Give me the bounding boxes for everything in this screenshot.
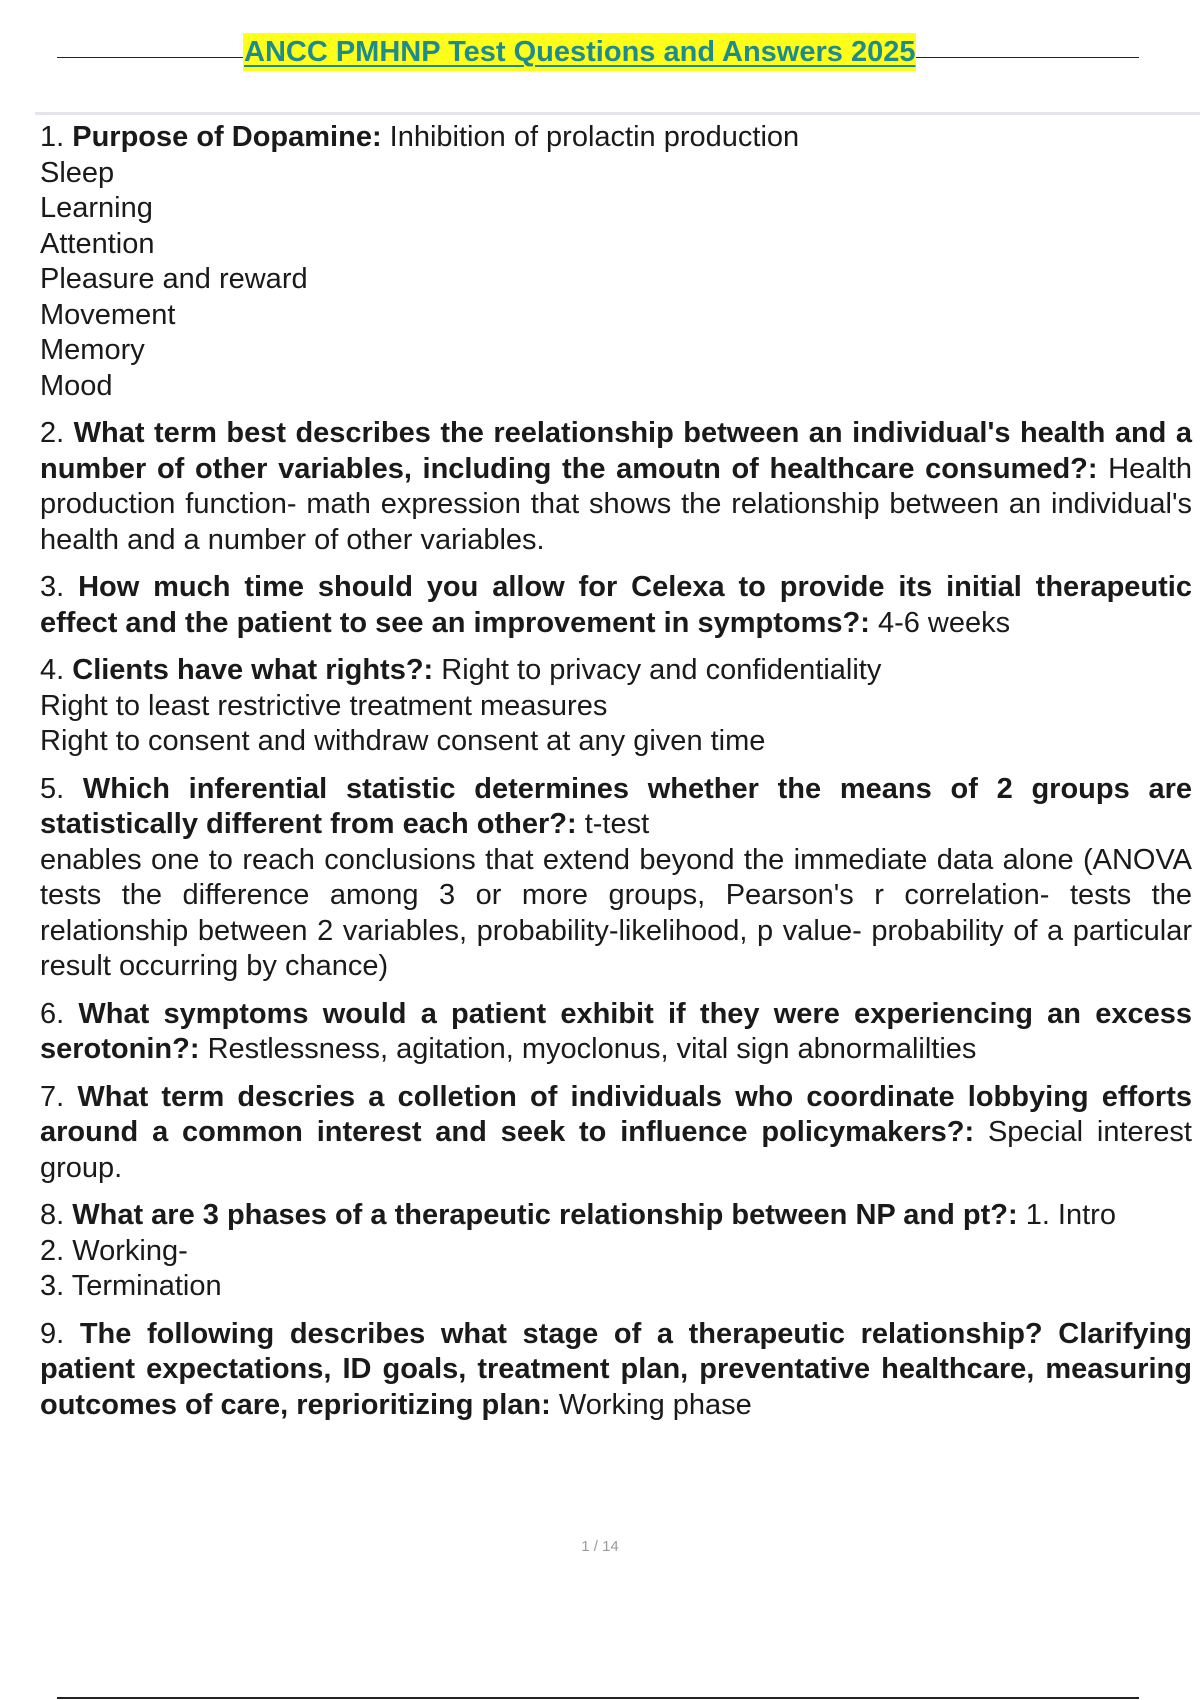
qa-answer-line: Attention [40, 227, 155, 260]
qa-answer: Special interest group. [40, 1116, 1192, 1184]
qa-number: 6. [40, 997, 79, 1030]
qa-item-6 [40, 997, 1192, 1068]
qa-item-text [40, 653, 1192, 689]
qa-question: What term descries a colletion of individuals who coordinate lobbying efforts around a common interest and seek to influence policymakers?: [40, 1080, 1192, 1148]
qa-answer-line: 2. Working- [40, 1234, 188, 1267]
qa-item-text [40, 772, 1192, 843]
qa-answer: t-test [584, 808, 650, 840]
qa-answer-line: Memory [40, 334, 145, 366]
qa-number: 2. [40, 417, 74, 449]
qa-question: How much time should you allow for Celexa to provide its initial therapeutic effect and the patient to see an improvement in symptoms?: [40, 571, 1192, 639]
qa-item-4 [40, 653, 1192, 760]
document-header [57, 30, 1139, 76]
qa-item-1 [40, 120, 1192, 404]
qa-answer: Health production function- math expression that shows the relationship between an individual's health and a number of other variables. [40, 452, 1192, 556]
qa-answer-line: 3. Termination [40, 1270, 222, 1302]
qa-number: 1. [40, 121, 73, 153]
qa-number: 5. [40, 772, 83, 805]
qa-item-9 [40, 1317, 1192, 1424]
qa-answer: Working phase [558, 1388, 752, 1421]
footer-rule [57, 1697, 1139, 1699]
qa-number: 4. [40, 654, 73, 686]
qa-item-2 [40, 416, 1192, 558]
qa-question: Purpose of Dopamine: [72, 121, 382, 153]
qa-answer: Right to privacy and confidentiality [441, 654, 882, 686]
qa-answer: Restlessness, agitation, myoclonus, vital sign abnormalilties [207, 1033, 977, 1065]
qa-answer: Inhibition of prolactin production [389, 121, 800, 153]
qa-question: The following describes what stage of a therapeutic relationship? Clarifying patient expectations, ID goals, treatment plan, preventative healthcare, measuring outcomes of care, reprioritizing plan: [40, 1317, 1193, 1421]
page-number: 1 / 14 [581, 1538, 619, 1555]
qa-answer-line: Pleasure and reward [40, 263, 308, 295]
qa-number: 9. [40, 1317, 80, 1350]
qa-answer-line: Learning [40, 192, 153, 224]
qa-item-text [40, 120, 1192, 156]
qa-number: 8. [40, 1199, 73, 1231]
qa-answer-line: Right to consent and withdraw consent at any given time [40, 725, 766, 757]
qa-question: What symptoms would a patient exhibit if they were experiencing an excess serotonin?: [40, 997, 1192, 1065]
header-divider [35, 112, 1200, 115]
qa-answer-line: Sleep [40, 156, 115, 189]
qa-item-7 [40, 1080, 1192, 1187]
qa-answer-line: Mood [40, 369, 113, 402]
qa-item-text [40, 1198, 1192, 1234]
qa-answer: 1. Intro [1025, 1199, 1116, 1231]
qa-question: Clients have what rights?: [72, 654, 434, 686]
qa-answer-line: Right to least restrictive treatment measures [40, 689, 608, 722]
qa-item-5 [40, 772, 1192, 985]
qa-question: Which inferential statistic determines whether the means of 2 groups are statistically different from each other?: [40, 772, 1192, 840]
qa-number: 7. [40, 1080, 78, 1113]
qa-question: What are 3 phases of a therapeutic relationship between NP and pt?: [72, 1199, 1018, 1231]
qa-item-8 [40, 1198, 1192, 1305]
qa-answer-line: enables one to reach conclusions that extend beyond the immediate data alone (ANOVA tests the difference among 3 or more groups, Pearson's r correlation- tests the relationship between 2 variables, probability-likelihood, p value- probability of a particular result occurring by chance) [40, 843, 1192, 982]
document-title: ANCC PMHNP Test Questions and Answers 2025 [243, 33, 916, 71]
qa-answer-line: Movement [40, 298, 176, 331]
qa-number: 3. [40, 571, 79, 603]
qa-question: What term best describes the reelationship between an individual's health and a number of other variables, including the amoutn of healthcare consumed?: [40, 417, 1192, 485]
qa-answer: 4-6 weeks [877, 606, 1011, 639]
qa-item-3 [40, 570, 1192, 641]
qa-list [40, 120, 1192, 1435]
